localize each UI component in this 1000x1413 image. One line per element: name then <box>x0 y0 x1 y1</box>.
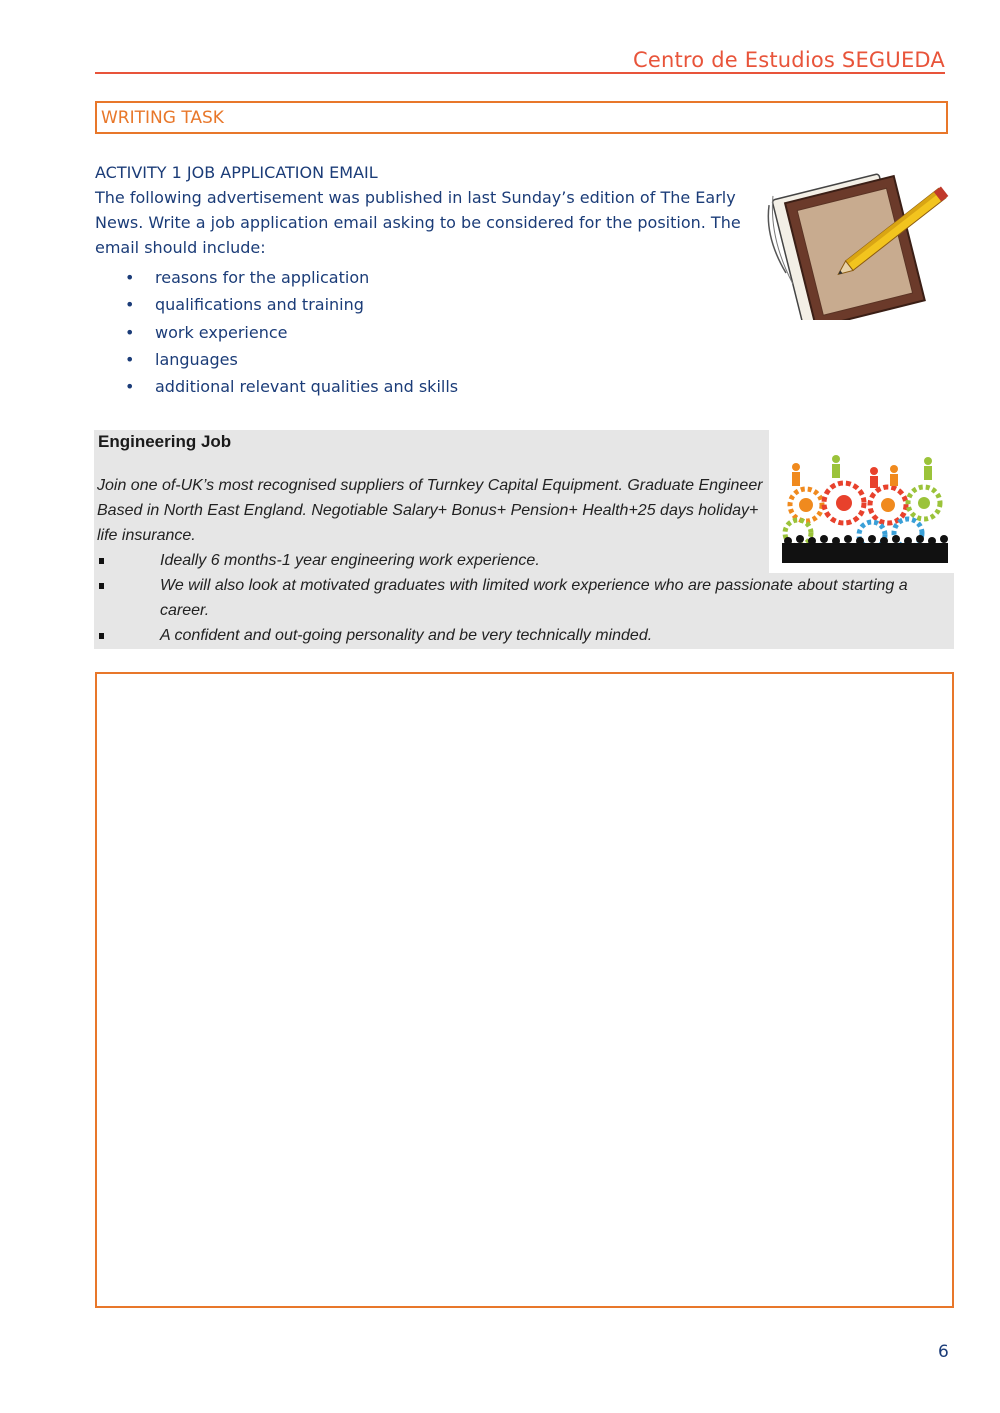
writing-task-banner <box>95 101 948 134</box>
square-bullet-icon <box>99 583 104 589</box>
page-number: 6 <box>938 1342 949 1362</box>
list-item: • reasons for the application <box>95 264 745 291</box>
header-divider <box>95 72 945 74</box>
list-item: • work experience <box>95 319 745 346</box>
list-item: A confident and out-going personality and be very technically minded. <box>94 623 954 648</box>
list-item: Ideally 6 months-1 year engineering work experience. <box>94 548 954 573</box>
gears-people-icon <box>776 447 954 567</box>
school-name: Centro de Estudios SEGUEDA <box>632 48 945 72</box>
activity-title: ACTIVITY 1 JOB APPLICATION EMAIL <box>95 163 378 182</box>
bullet-icon: • <box>125 322 135 342</box>
activity-bullet-list <box>95 264 745 400</box>
activity-intro: The following advertisement was published in last Sunday’s edition of The Early News. Write a job application email asking to be considered for the position. The email should include: <box>95 188 741 257</box>
bullet-icon: • <box>125 268 135 287</box>
list-item: • qualifications and training <box>95 291 745 318</box>
ad-title: Engineering Job <box>98 432 232 451</box>
bullet-icon: • <box>125 377 135 397</box>
square-bullet-icon <box>99 633 104 639</box>
square-bullet-icon <box>99 558 104 564</box>
bullet-icon: • <box>125 295 135 315</box>
notepad-pencil-icon <box>765 150 955 320</box>
list-item: We will also look at motivated graduates with limited work experience who are passionate about starting a career. <box>94 573 954 623</box>
writing-task-label: WRITING TASK <box>101 108 224 128</box>
list-item: • languages <box>95 346 745 373</box>
activity-instructions <box>95 161 745 400</box>
list-item: • additional relevant qualities and skills <box>95 373 745 400</box>
bullet-icon: • <box>125 349 135 369</box>
ad-body: Join one of-UK’s most recognised suppliers of Turnkey Capital Equipment. Graduate Engineer Based in North East England. Negotiable Salary+ Bonus+ Pension+ Health+25 days holiday+ life insurance. <box>97 477 763 544</box>
answer-textarea[interactable] <box>95 672 954 1308</box>
